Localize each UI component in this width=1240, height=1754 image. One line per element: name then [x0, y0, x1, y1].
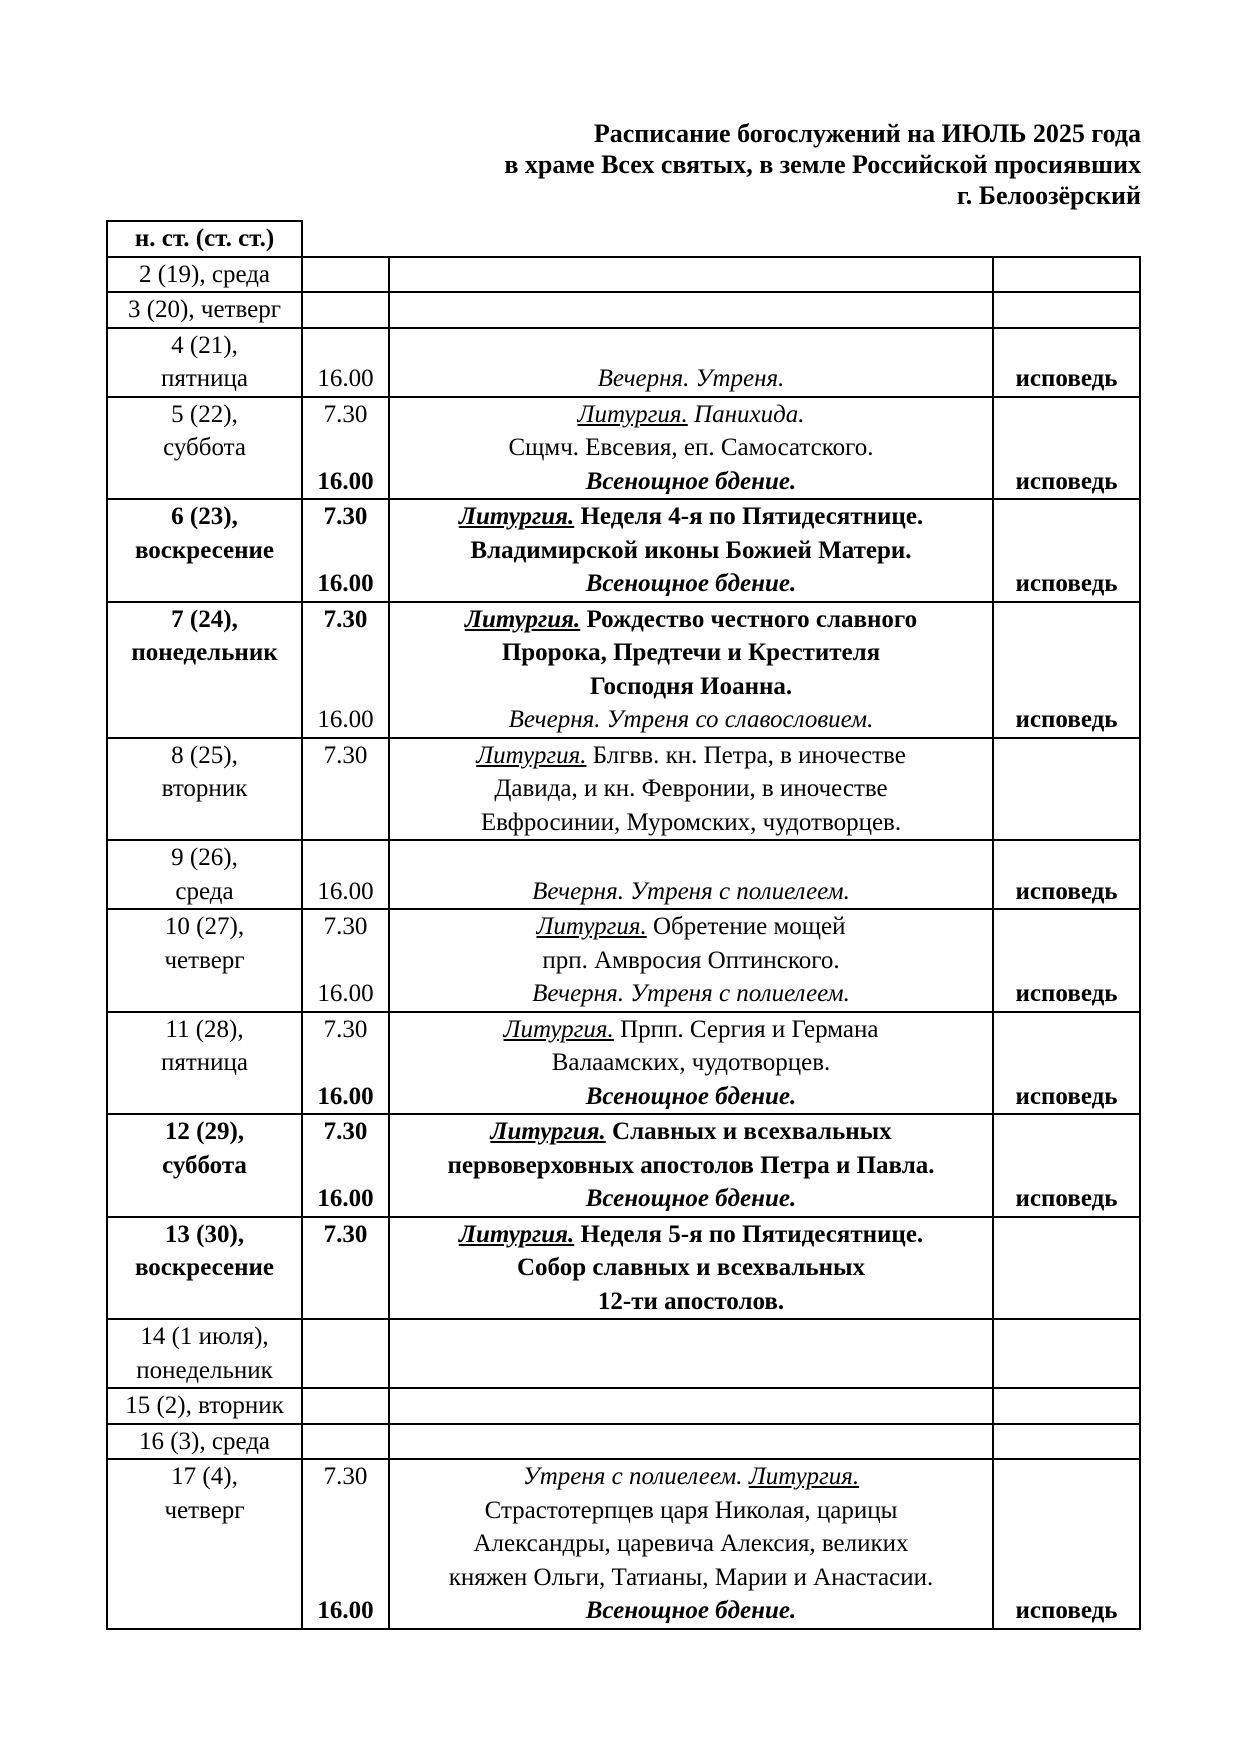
- service-time: 16.00: [317, 980, 374, 1007]
- service-time: 16.00: [317, 1185, 374, 1212]
- feast-text: княжен Ольги, Татианы, Марии и Анастасии.: [448, 1563, 934, 1591]
- feast-text: Валаамских, чудотворцев.: [551, 1049, 831, 1076]
- liturgy-label: Литургия.: [490, 1118, 606, 1145]
- table-row: [107, 257, 1140, 293]
- feast-text: Владимирской иконы Божией Матери.: [470, 536, 912, 564]
- feast-text: Страстотерпцев царя Николая, царицы: [484, 1496, 898, 1524]
- schedule-title: [504, 118, 1141, 211]
- weekday-label: воскресение: [134, 1254, 275, 1281]
- feast-text: 12-ти апостолов.: [597, 1287, 785, 1315]
- table-row: [107, 1319, 1140, 1388]
- day-label: 17 (4),: [171, 1463, 238, 1490]
- liturgy-label: Литургия.: [536, 913, 647, 940]
- day-label: 4 (21),: [171, 331, 238, 359]
- service-name: Всенощное бдение.: [585, 1597, 797, 1624]
- day-label: 7 (24),: [171, 605, 238, 633]
- service-name: Вечерня. Утреня с полиелеем.: [532, 877, 850, 905]
- table-row: [107, 602, 1140, 738]
- confession-label: исповедь: [1015, 1597, 1118, 1624]
- feast-text: Рождество честного славного: [580, 605, 918, 633]
- service-note: Панихида.: [687, 400, 805, 428]
- service-time: 16.00: [317, 365, 374, 392]
- table-row: [107, 1114, 1140, 1217]
- day-label: 15 (2), вторник: [125, 1392, 284, 1419]
- service-name: Всенощное бдение.: [585, 570, 797, 597]
- service-time: 7.30: [323, 1015, 368, 1043]
- weekday-label: суббота: [163, 434, 246, 461]
- weekday-label: пятница: [160, 1049, 249, 1076]
- service-note: Утреня с полиелеем.: [522, 1463, 749, 1490]
- feast-text: Пророка, Предтечи и Крестителя: [501, 639, 881, 666]
- day-label: 16 (3), среда: [138, 1427, 271, 1455]
- service-time: 16.00: [317, 1597, 374, 1624]
- feast-text: Прпп. Сергия и Германа: [613, 1015, 879, 1043]
- table-row: [107, 1217, 1140, 1320]
- confession-label: исповедь: [1015, 467, 1118, 495]
- liturgy-label: Литургия.: [503, 1015, 614, 1043]
- service-time: 16.00: [317, 706, 374, 733]
- service-name: Всенощное бдение.: [585, 1185, 797, 1212]
- confession-label: исповедь: [1015, 570, 1118, 597]
- feast-text: Сщмч. Евсевия, еп. Самосатского.: [508, 434, 874, 461]
- table-row: [107, 1424, 1140, 1460]
- service-time: 7.30: [323, 741, 368, 769]
- service-name: Вечерня. Утреня.: [597, 365, 785, 392]
- feast-text: Обретение мощей: [646, 913, 846, 940]
- feast-text: Неделя 4-я по Пятидесятнице.: [574, 503, 924, 530]
- service-name: Вечерня. Утреня со славословием.: [508, 706, 874, 733]
- service-time: 16.00: [317, 570, 374, 597]
- title-line-2: в храме Всех святых, в земле Российской просиявших: [504, 150, 1141, 179]
- service-time: 7.30: [323, 1220, 368, 1248]
- feast-text: Евфросинии, Муромских, чудотворцев.: [480, 808, 902, 836]
- day-label: 6 (23),: [171, 503, 238, 530]
- day-label: 8 (25),: [171, 741, 238, 769]
- service-time: 16.00: [317, 467, 374, 495]
- liturgy-label: Литургия.: [464, 605, 581, 633]
- weekday-label: понедельник: [131, 639, 278, 666]
- feast-text: Давида, и кн. Февронии, в иночестве: [494, 775, 888, 802]
- weekday-label: четверг: [164, 1496, 245, 1524]
- day-label: 9 (26),: [171, 844, 238, 871]
- schedule-table: [106, 220, 1141, 1630]
- feast-text: Славных и всехвальных: [605, 1118, 892, 1145]
- day-label: 14 (1 июля),: [140, 1323, 269, 1350]
- confession-label: исповедь: [1015, 365, 1118, 392]
- day-label: 2 (19), среда: [138, 260, 271, 288]
- table-row: [107, 1388, 1140, 1424]
- liturgy-label: Литургия.: [577, 400, 688, 428]
- table-row: [107, 292, 1140, 328]
- feast-text: Неделя 5-я по Пятидесятнице.: [574, 1220, 924, 1248]
- service-name: Всенощное бдение.: [585, 1082, 797, 1110]
- liturgy-label: Литургия.: [458, 503, 575, 530]
- day-label: 10 (27),: [164, 913, 245, 940]
- liturgy-label: Литургия.: [458, 1220, 575, 1248]
- service-time: 7.30: [323, 605, 368, 633]
- service-time: 7.30: [323, 1463, 368, 1490]
- service-time: 7.30: [323, 400, 368, 428]
- table-row: [107, 738, 1140, 841]
- weekday-label: четверг: [164, 946, 245, 974]
- weekday-label: вторник: [161, 775, 248, 802]
- table-row: [107, 328, 1140, 397]
- feast-text: Господня Иоанна.: [589, 672, 793, 700]
- day-label: 3 (20), четверг: [127, 296, 281, 323]
- weekday-label: пятница: [160, 365, 249, 392]
- service-time: 7.30: [323, 913, 368, 940]
- confession-label: исповедь: [1015, 1082, 1118, 1110]
- feast-text: первоверховных апостолов Петра и Павла.: [447, 1151, 935, 1179]
- weekday-label: воскресение: [134, 536, 275, 564]
- service-time: 7.30: [323, 1118, 368, 1145]
- weekday-label: среда: [175, 877, 234, 905]
- service-time: 16.00: [317, 877, 374, 905]
- title-line-3: г. Белоозёрский: [956, 181, 1141, 210]
- feast-text: Александры, царевича Алексия, великих: [473, 1530, 909, 1557]
- day-label: 5 (22),: [171, 400, 238, 428]
- confession-label: исповедь: [1015, 1185, 1118, 1212]
- liturgy-label: Литургия.: [748, 1463, 860, 1490]
- table-row: [107, 499, 1140, 602]
- service-time: 7.30: [323, 503, 368, 530]
- service-name: Всенощное бдение.: [585, 467, 797, 495]
- day-label: 11 (28),: [165, 1015, 244, 1043]
- confession-label: исповедь: [1015, 980, 1118, 1007]
- service-time: 16.00: [317, 1082, 374, 1110]
- table-row: [107, 909, 1140, 1012]
- confession-label: исповедь: [1015, 706, 1118, 733]
- table-row: [107, 397, 1140, 500]
- day-label: 13 (30),: [164, 1220, 245, 1248]
- weekday-label: суббота: [162, 1151, 247, 1179]
- confession-label: исповедь: [1015, 877, 1118, 905]
- table-header-row: [107, 221, 1140, 257]
- table-row: [107, 1459, 1140, 1629]
- table-row: [107, 840, 1140, 909]
- title-line-1: Расписание богослужений на ИЮЛЬ 2025 года: [593, 119, 1141, 148]
- feast-text: Собор славных и всехвальных: [516, 1254, 866, 1281]
- table-row: [107, 1012, 1140, 1115]
- service-name: Вечерня. Утреня с полиелеем.: [532, 980, 850, 1007]
- feast-text: прп. Амвросия Оптинского.: [542, 946, 840, 974]
- column-header-date: н. ст. (ст. ст.): [107, 221, 302, 257]
- weekday-label: понедельник: [136, 1356, 273, 1384]
- day-label: 12 (29),: [164, 1118, 245, 1145]
- feast-text: Блгвв. кн. Петра, в иночестве: [586, 741, 906, 769]
- liturgy-label: Литургия.: [476, 741, 587, 769]
